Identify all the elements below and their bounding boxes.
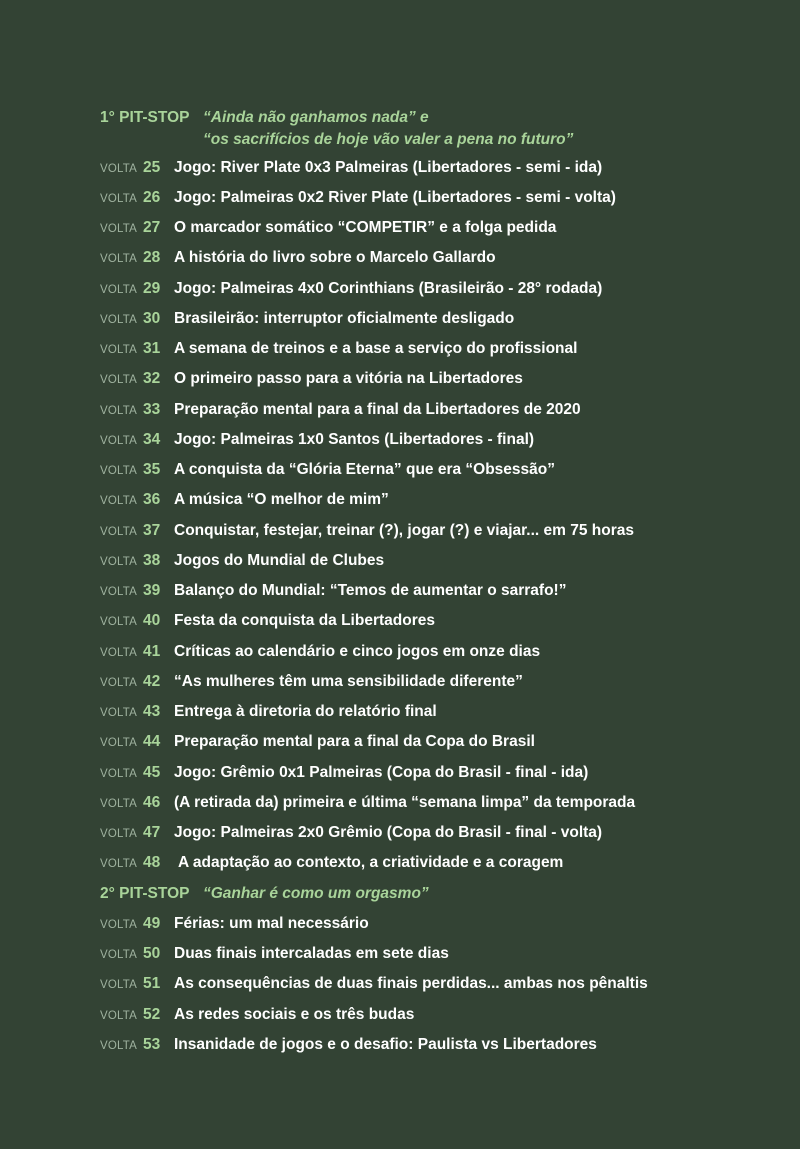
volta-label: VOLTA bbox=[100, 556, 137, 568]
volta-number: 35 bbox=[143, 461, 161, 478]
volta-label: VOLTA bbox=[100, 223, 137, 235]
volta-number: 31 bbox=[143, 340, 161, 357]
pitstop-quote bbox=[203, 107, 573, 151]
toc-entry[interactable] bbox=[100, 667, 790, 697]
toc-entry[interactable] bbox=[100, 334, 790, 364]
volta-label: VOLTA bbox=[100, 949, 137, 961]
toc-entry[interactable] bbox=[100, 969, 790, 999]
volta-label: VOLTA bbox=[100, 1040, 137, 1052]
volta-label: VOLTA bbox=[100, 768, 137, 780]
volta-label: VOLTA bbox=[100, 919, 137, 931]
toc-entry[interactable] bbox=[100, 1000, 790, 1030]
volta-label: VOLTA bbox=[100, 163, 137, 175]
volta-label: VOLTA bbox=[100, 979, 137, 991]
volta-label: VOLTA bbox=[100, 707, 137, 719]
toc-entry[interactable] bbox=[100, 727, 790, 757]
volta-number: 38 bbox=[143, 552, 161, 569]
chapter-title: A semana de treinos e a base a serviço do profissional bbox=[174, 340, 578, 357]
volta-number: 25 bbox=[143, 159, 161, 176]
volta-number: 50 bbox=[143, 945, 161, 962]
volta-label: VOLTA bbox=[100, 737, 137, 749]
chapter-title: (A retirada da) primeira e última “semana limpa” da temporada bbox=[174, 794, 636, 811]
volta-number: 27 bbox=[143, 219, 161, 236]
toc-entry[interactable] bbox=[100, 697, 790, 727]
volta-label: VOLTA bbox=[100, 465, 137, 477]
volta-label: VOLTA bbox=[100, 586, 137, 598]
pitstop-quote-line: “Ainda não ganhamos nada” e bbox=[203, 109, 429, 126]
toc-entry[interactable] bbox=[100, 395, 790, 425]
volta-label: VOLTA bbox=[100, 374, 137, 386]
volta-label: VOLTA bbox=[100, 828, 137, 840]
volta-label: VOLTA bbox=[100, 284, 137, 296]
volta-label: VOLTA bbox=[100, 344, 137, 356]
chapter-title: A conquista da “Glória Eterna” que era “Obsessão” bbox=[174, 461, 556, 478]
toc-entry[interactable] bbox=[100, 213, 790, 243]
chapter-title: As consequências de duas finais perdidas... ambas nos pênaltis bbox=[174, 975, 648, 992]
chapter-title: A adaptação ao contexto, a criatividade e a coragem bbox=[178, 854, 564, 871]
volta-number: 33 bbox=[143, 401, 161, 418]
volta-number: 53 bbox=[143, 1036, 161, 1053]
volta-label: VOLTA bbox=[100, 495, 137, 507]
volta-label: VOLTA bbox=[100, 798, 137, 810]
toc-entry[interactable] bbox=[100, 274, 790, 304]
volta-number: 49 bbox=[143, 915, 161, 932]
chapter-title: Jogo: Palmeiras 1x0 Santos (Libertadores - final) bbox=[174, 431, 535, 448]
toc-entry[interactable] bbox=[100, 909, 790, 939]
chapter-title: Preparação mental para a final da Libertadores de 2020 bbox=[174, 401, 581, 418]
toc-entry[interactable] bbox=[100, 425, 790, 455]
toc-entry[interactable] bbox=[100, 364, 790, 394]
volta-number: 29 bbox=[143, 280, 161, 297]
toc-entry[interactable] bbox=[100, 243, 790, 273]
chapter-title: Brasileirão: interruptor oficialmente desligado bbox=[174, 310, 515, 327]
volta-number: 39 bbox=[143, 582, 161, 599]
chapter-title: O marcador somático “COMPETIR” e a folga pedida bbox=[174, 219, 557, 236]
volta-label: VOLTA bbox=[100, 616, 137, 628]
volta-number: 48 bbox=[143, 854, 161, 871]
toc-entry[interactable] bbox=[100, 758, 790, 788]
volta-label: VOLTA bbox=[100, 405, 137, 417]
toc-entry[interactable] bbox=[100, 455, 790, 485]
chapter-title: Férias: um mal necessário bbox=[174, 915, 369, 932]
chapter-title: “As mulheres têm uma sensibilidade diferente” bbox=[174, 673, 523, 690]
chapter-title: Preparação mental para a final da Copa do Brasil bbox=[174, 733, 535, 750]
volta-label: VOLTA bbox=[100, 1010, 137, 1022]
pitstop-quote bbox=[203, 883, 429, 905]
chapter-title: Jogo: Palmeiras 2x0 Grêmio (Copa do Brasil - final - volta) bbox=[174, 824, 603, 841]
chapter-title: O primeiro passo para a vitória na Libertadores bbox=[174, 370, 523, 387]
volta-number: 47 bbox=[143, 824, 161, 841]
toc-entry[interactable] bbox=[100, 606, 790, 636]
toc-entry[interactable] bbox=[100, 788, 790, 818]
volta-label: VOLTA bbox=[100, 858, 137, 870]
chapter-title: Conquistar, festejar, treinar (?), jogar (?) e viajar... em 75 horas bbox=[174, 522, 634, 539]
volta-label: VOLTA bbox=[100, 435, 137, 447]
volta-label: VOLTA bbox=[100, 526, 137, 538]
volta-number: 42 bbox=[143, 673, 161, 690]
volta-number: 41 bbox=[143, 643, 161, 660]
chapter-title: Críticas ao calendário e cinco jogos em onze dias bbox=[174, 643, 541, 660]
toc-entry[interactable] bbox=[100, 516, 790, 546]
chapter-title: Duas finais intercaladas em sete dias bbox=[174, 945, 449, 962]
volta-number: 44 bbox=[143, 733, 161, 750]
volta-label: VOLTA bbox=[100, 314, 137, 326]
volta-number: 40 bbox=[143, 612, 161, 629]
toc-entry[interactable] bbox=[100, 1030, 790, 1060]
chapter-title: Insanidade de jogos e o desafio: Paulista vs Libertadores bbox=[174, 1036, 597, 1053]
volta-number: 45 bbox=[143, 764, 161, 781]
volta-number: 30 bbox=[143, 310, 161, 327]
chapter-title: Jogo: Palmeiras 4x0 Corinthians (Brasileirão - 28° rodada) bbox=[174, 280, 603, 297]
chapter-title: Jogo: River Plate 0x3 Palmeiras (Libertadores - semi - ida) bbox=[174, 159, 603, 176]
volta-number: 26 bbox=[143, 189, 161, 206]
volta-label: VOLTA bbox=[100, 193, 137, 205]
volta-label: VOLTA bbox=[100, 677, 137, 689]
chapter-title: A história do livro sobre o Marcelo Gallardo bbox=[174, 249, 496, 266]
toc-entry[interactable] bbox=[100, 183, 790, 213]
pitstop-quote-line: “os sacrifícios de hoje vão valer a pena no futuro” bbox=[203, 131, 574, 148]
volta-number: 34 bbox=[143, 431, 161, 448]
chapter-title: Jogos do Mundial de Clubes bbox=[174, 552, 385, 569]
volta-number: 36 bbox=[143, 491, 161, 508]
chapter-title: Balanço do Mundial: “Temos de aumentar o sarrafo!” bbox=[174, 582, 567, 599]
toc-entry[interactable] bbox=[100, 153, 790, 183]
volta-number: 43 bbox=[143, 703, 161, 720]
pitstop-quote-line: “Ganhar é como um orgasmo” bbox=[203, 885, 429, 902]
chapter-title: Festa da conquista da Libertadores bbox=[174, 612, 435, 629]
volta-number: 52 bbox=[143, 1006, 161, 1023]
volta-label: VOLTA bbox=[100, 253, 137, 265]
chapter-title: As redes sociais e os três budas bbox=[174, 1006, 415, 1023]
volta-number: 37 bbox=[143, 522, 161, 539]
volta-number: 32 bbox=[143, 370, 161, 387]
volta-label: VOLTA bbox=[100, 647, 137, 659]
pitstop-label: 2° PIT-STOP bbox=[100, 885, 190, 902]
toc-entry[interactable] bbox=[100, 576, 790, 606]
toc-entry[interactable] bbox=[100, 939, 790, 969]
volta-number: 28 bbox=[143, 249, 161, 266]
toc-entry[interactable] bbox=[100, 304, 790, 334]
chapter-title: Jogo: Palmeiras 0x2 River Plate (Libertadores - semi - volta) bbox=[174, 189, 616, 206]
toc-entry[interactable] bbox=[100, 637, 790, 667]
toc-entry[interactable] bbox=[100, 848, 790, 878]
volta-number: 46 bbox=[143, 794, 161, 811]
chapter-title: Entrega à diretoria do relatório final bbox=[174, 703, 437, 720]
toc-entry[interactable] bbox=[100, 818, 790, 848]
toc-entry[interactable] bbox=[100, 485, 790, 515]
chapter-title: Jogo: Grêmio 0x1 Palmeiras (Copa do Brasil - final - ida) bbox=[174, 764, 589, 781]
toc-entry[interactable] bbox=[100, 546, 790, 576]
chapter-title: A música “O melhor de mim” bbox=[174, 491, 389, 508]
volta-number: 51 bbox=[143, 975, 161, 992]
pitstop-label: 1° PIT-STOP bbox=[100, 109, 190, 126]
